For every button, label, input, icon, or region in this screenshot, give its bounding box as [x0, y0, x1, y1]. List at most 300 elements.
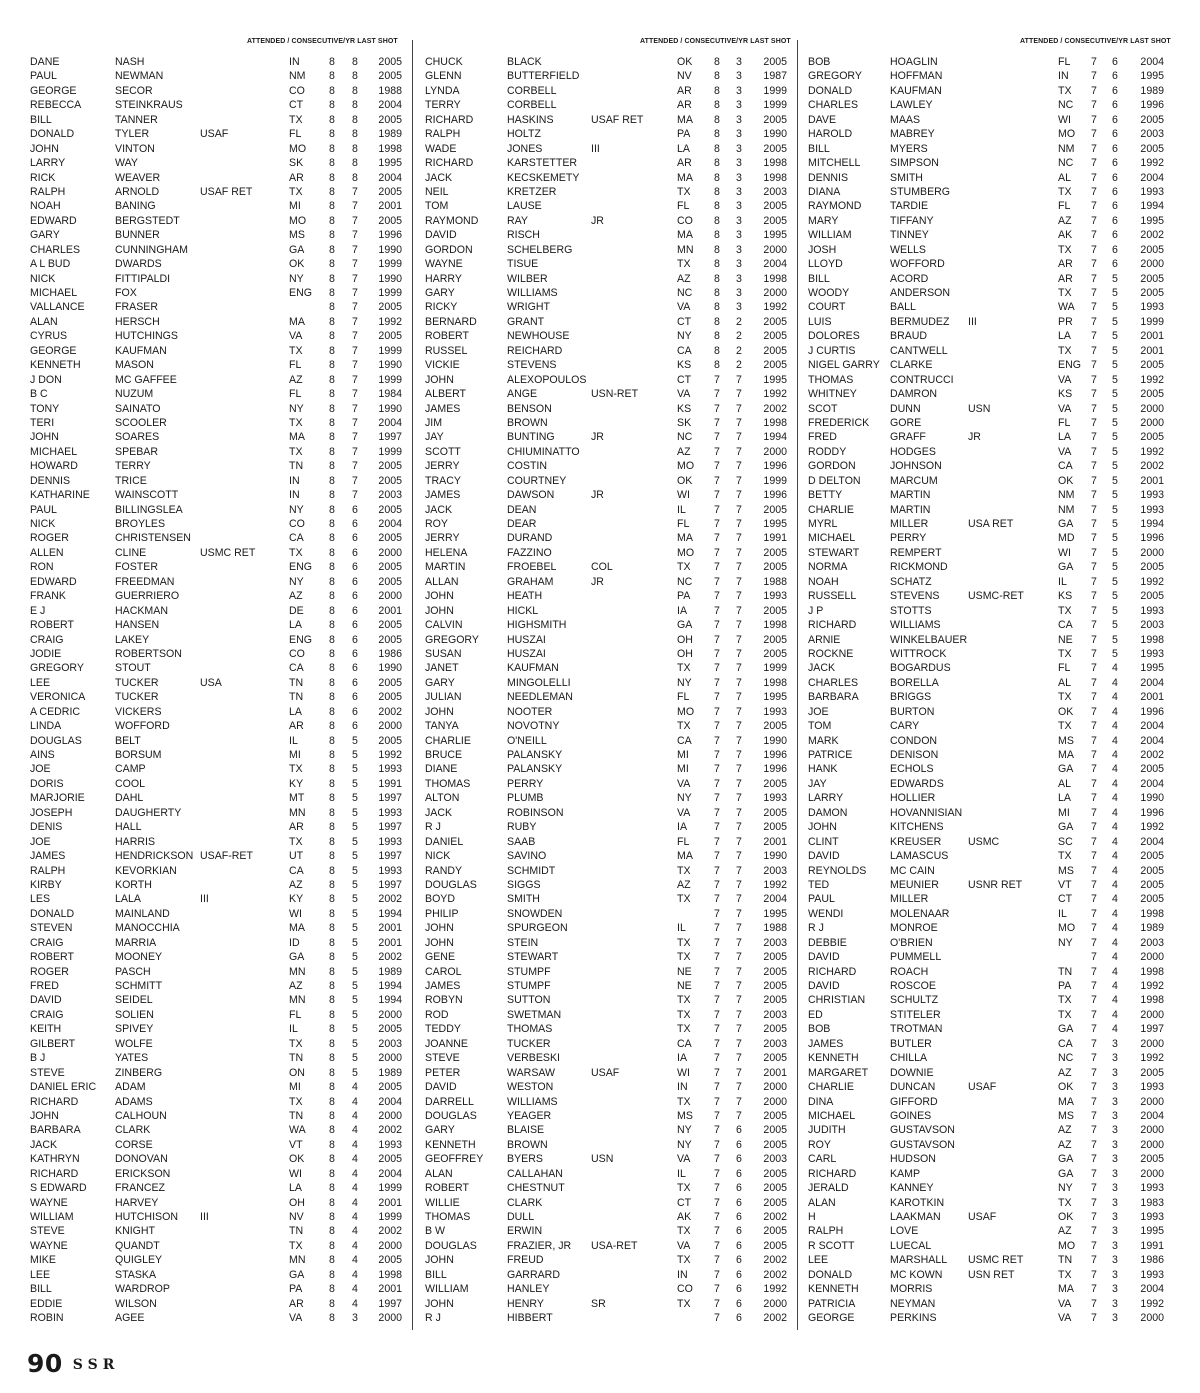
last-name: CORSE: [115, 1138, 153, 1151]
times-attended: 8: [714, 272, 720, 285]
times-attended: 8: [329, 1109, 335, 1122]
last-year-shot: 1998: [378, 142, 402, 155]
last-year-shot: 1983: [1140, 1196, 1164, 1209]
last-name: SECOR: [115, 84, 153, 97]
last-name: MC CAIN: [890, 864, 935, 877]
last-year-shot: 1995: [763, 691, 787, 704]
consecutive-years: 5: [1112, 431, 1118, 444]
times-attended: 7: [1091, 128, 1097, 141]
last-year-shot: 1992: [1140, 157, 1164, 170]
last-name: LALA: [115, 893, 141, 906]
times-attended: 7: [714, 1297, 720, 1310]
last-name: DAUGHERTY: [115, 806, 182, 819]
first-name: DOUGLAS: [425, 878, 477, 891]
times-attended: 8: [329, 994, 335, 1007]
last-name: BOGARDUS: [890, 662, 951, 675]
first-name: BILL: [30, 113, 52, 126]
consecutive-years: 4: [1112, 893, 1118, 906]
last-year-shot: 2000: [1140, 951, 1164, 964]
first-name: MARY: [808, 214, 839, 227]
state: LA: [1058, 431, 1071, 444]
times-attended: 7: [1091, 1066, 1097, 1079]
consecutive-years: 3: [1112, 1081, 1118, 1094]
times-attended: 7: [1091, 1283, 1097, 1296]
last-name: FREEDMAN: [115, 575, 175, 588]
last-name: WOFFORD: [115, 720, 170, 733]
last-year-shot: 2004: [378, 171, 402, 184]
consecutive-years: 6: [736, 1167, 742, 1180]
consecutive-years: 7: [352, 301, 358, 314]
times-attended: 7: [714, 1138, 720, 1151]
state: MA: [289, 315, 305, 328]
first-name: STEWART: [808, 546, 860, 559]
last-year-shot: 2005: [378, 532, 402, 545]
last-name: MANOCCHIA: [115, 922, 180, 935]
last-name: CHESTNUT: [507, 1182, 565, 1195]
first-name: BARBARA: [808, 691, 859, 704]
consecutive-years: 6: [352, 575, 358, 588]
last-year-shot: 1994: [378, 994, 402, 1007]
consecutive-years: 7: [736, 546, 742, 559]
times-attended: 7: [714, 922, 720, 935]
last-name: GUSTAVSON: [890, 1138, 955, 1151]
times-attended: 7: [714, 373, 720, 386]
suffix: III: [200, 893, 209, 906]
first-name: JERALD: [808, 1182, 849, 1195]
state: MN: [289, 994, 306, 1007]
last-name: TYLER: [115, 128, 150, 141]
consecutive-years: 6: [736, 1239, 742, 1252]
state: FL: [677, 518, 690, 530]
state: VA: [677, 806, 691, 819]
last-year-shot: 2005: [763, 214, 787, 227]
last-year-shot: 2005: [378, 691, 402, 704]
first-name: MICHAEL: [808, 532, 856, 545]
consecutive-years: 4: [352, 1283, 358, 1296]
state: OH: [677, 633, 693, 646]
first-name: JAY: [425, 431, 444, 444]
last-year-shot: 2005: [763, 142, 787, 155]
times-attended: 7: [1091, 922, 1097, 935]
suffix: USAF-RET: [200, 850, 253, 863]
times-attended: 8: [329, 84, 335, 97]
times-attended: 8: [329, 431, 335, 444]
last-name: REMPERT: [890, 546, 942, 559]
state: NV: [677, 70, 692, 83]
times-attended: 8: [329, 821, 335, 834]
last-year-shot: 1992: [378, 749, 402, 761]
last-year-shot: 1993: [1140, 185, 1164, 198]
consecutive-years: 3: [1112, 1239, 1118, 1252]
last-name: TUCKER: [115, 691, 159, 704]
last-name: NEWMAN: [115, 70, 164, 83]
times-attended: 8: [329, 1167, 335, 1180]
last-name: DENISON: [890, 749, 939, 761]
times-attended: 8: [329, 806, 335, 819]
first-name: JOE: [30, 835, 51, 848]
first-name: RICHARD: [808, 1167, 857, 1180]
suffix: JR: [591, 575, 604, 588]
consecutive-years: 5: [352, 1008, 358, 1021]
state: CA: [1058, 1037, 1073, 1050]
times-attended: 8: [329, 1081, 335, 1094]
first-name: RICHARD: [30, 1095, 79, 1108]
state: TX: [289, 416, 303, 429]
column-header: ATTENDED / CONSECUTIVE/YR LAST SHOT: [640, 38, 791, 45]
times-attended: 8: [714, 243, 720, 256]
last-name: MARSHALL: [890, 1254, 948, 1267]
last-year-shot: 2000: [1140, 1095, 1164, 1108]
last-name: TINNEY: [890, 229, 929, 242]
consecutive-years: 8: [352, 113, 358, 126]
state: IA: [677, 821, 688, 834]
last-name: MARRIA: [115, 936, 157, 949]
last-name: NEWHOUSE: [507, 330, 570, 343]
last-name: SMITH: [507, 893, 540, 906]
state: MT: [289, 792, 305, 805]
state: AR: [677, 157, 692, 170]
times-attended: 8: [714, 359, 720, 372]
times-attended: 7: [1091, 619, 1097, 632]
last-year-shot: 2005: [763, 1138, 787, 1151]
last-year-shot: 2002: [378, 951, 402, 964]
times-attended: 7: [714, 388, 720, 401]
first-name: BILL: [808, 142, 830, 155]
last-year-shot: 1996: [1140, 806, 1164, 819]
first-name: JOHN: [30, 142, 59, 155]
suffix: USMC-RET: [968, 590, 1024, 603]
last-year-shot: 1990: [378, 662, 402, 675]
first-name: HAROLD: [808, 128, 853, 141]
last-year-shot: 1997: [378, 850, 402, 863]
times-attended: 8: [329, 980, 335, 992]
consecutive-years: 4: [1112, 994, 1118, 1007]
state: AK: [677, 1211, 692, 1223]
times-attended: 8: [714, 301, 720, 314]
times-attended: 7: [1091, 777, 1097, 790]
last-year-shot: 1993: [1140, 604, 1164, 617]
consecutive-years: 3: [736, 243, 742, 256]
times-attended: 7: [1091, 171, 1097, 184]
last-name: SCHMIDT: [507, 864, 556, 877]
first-name: MARJORIE: [30, 792, 85, 805]
first-name: GLENN: [425, 70, 462, 83]
consecutive-years: 6: [1112, 157, 1118, 170]
state: AK: [1058, 229, 1073, 242]
times-attended: 7: [1091, 893, 1097, 906]
state: AZ: [677, 878, 691, 891]
last-name: ROSCOE: [890, 980, 936, 992]
times-attended: 8: [329, 850, 335, 863]
state: TX: [1058, 1196, 1072, 1209]
first-name: THOMAS: [808, 373, 854, 386]
last-name: SPURGEON: [507, 922, 568, 935]
consecutive-years: 7: [736, 503, 742, 516]
last-year-shot: 2005: [378, 1023, 402, 1036]
consecutive-years: 3: [1112, 1268, 1118, 1281]
consecutive-years: 6: [1112, 84, 1118, 97]
consecutive-years: 4: [352, 1239, 358, 1252]
last-year-shot: 1996: [763, 763, 787, 776]
last-name: HODGES: [890, 445, 936, 458]
last-name: CHIUMINATTO: [507, 445, 580, 458]
consecutive-years: 7: [736, 777, 742, 790]
consecutive-years: 2: [736, 315, 742, 328]
last-year-shot: 2003: [763, 1008, 787, 1021]
consecutive-years: 4: [1112, 806, 1118, 819]
last-year-shot: 2005: [763, 821, 787, 834]
first-name: A CEDRIC: [30, 705, 81, 718]
times-attended: 7: [1091, 864, 1097, 877]
last-name: RAY: [507, 214, 528, 227]
consecutive-years: 6: [1112, 142, 1118, 155]
first-name: GREGORY: [425, 633, 479, 646]
state: NC: [677, 575, 693, 588]
first-name: HELENA: [425, 546, 468, 559]
last-name: O'BRIEN: [890, 936, 933, 949]
first-name: STEVE: [30, 1066, 65, 1079]
last-name: KEVORKIAN: [115, 864, 177, 877]
last-year-shot: 1999: [1140, 315, 1164, 328]
first-name: BETTY: [808, 489, 843, 502]
last-year-shot: 2005: [763, 720, 787, 733]
times-attended: 7: [714, 1081, 720, 1094]
state: TX: [1058, 691, 1072, 704]
last-name: THOMAS: [507, 1023, 553, 1036]
last-name: BROWN: [507, 1138, 548, 1151]
last-year-shot: 2005: [1140, 272, 1164, 285]
times-attended: 7: [1091, 518, 1097, 530]
last-year-shot: 1993: [1140, 647, 1164, 660]
times-attended: 7: [1091, 388, 1097, 401]
consecutive-years: 4: [1112, 922, 1118, 935]
state: TX: [1058, 287, 1072, 299]
first-name: LEE: [30, 1268, 51, 1281]
last-name: SCOOLER: [115, 416, 167, 429]
consecutive-years: 3: [736, 272, 742, 285]
times-attended: 7: [1091, 980, 1097, 992]
last-name: DUNN: [890, 402, 921, 415]
last-name: HENRY: [507, 1297, 544, 1310]
last-name: BORSUM: [115, 749, 162, 761]
last-year-shot: 1990: [378, 402, 402, 415]
consecutive-years: 3: [1112, 1211, 1118, 1223]
consecutive-years: 7: [736, 561, 742, 574]
suffix: USN: [591, 1153, 614, 1166]
first-name: LEE: [30, 676, 51, 689]
first-name: HARRY: [425, 272, 462, 285]
first-name: PAUL: [808, 893, 835, 906]
first-name: R J: [425, 1312, 441, 1325]
consecutive-years: 5: [352, 792, 358, 805]
first-name: DARRELL: [425, 1095, 474, 1108]
first-name: J P: [808, 604, 824, 617]
times-attended: 7: [714, 1066, 720, 1079]
consecutive-years: 4: [1112, 705, 1118, 718]
first-name: TRACY: [425, 474, 461, 487]
first-name: CHARLIE: [808, 503, 854, 516]
last-year-shot: 1995: [1140, 1225, 1164, 1238]
last-name: BRAUD: [890, 330, 928, 343]
state: NC: [1058, 99, 1074, 112]
first-name: RICHARD: [425, 157, 474, 170]
last-name: GIFFORD: [890, 1095, 938, 1108]
first-name: LEE: [808, 1254, 829, 1267]
last-name: STEWART: [507, 951, 559, 964]
state: TX: [289, 344, 303, 357]
last-name: HERSCH: [115, 315, 160, 328]
first-name: JOHN: [425, 1254, 454, 1267]
last-year-shot: 2004: [763, 893, 787, 906]
first-name: ALAN: [808, 1196, 836, 1209]
consecutive-years: 3: [1112, 1138, 1118, 1151]
state: FL: [677, 835, 690, 848]
last-name: ECHOLS: [890, 763, 934, 776]
state: TX: [677, 1023, 691, 1036]
suffix: JR: [591, 214, 604, 227]
times-attended: 8: [329, 1196, 335, 1209]
state: TX: [1058, 344, 1072, 357]
consecutive-years: 3: [736, 99, 742, 112]
last-year-shot: 2001: [378, 1283, 402, 1296]
first-name: TANYA: [425, 720, 459, 733]
consecutive-years: 7: [736, 532, 742, 545]
consecutive-years: 6: [736, 1182, 742, 1195]
first-name: CRAIG: [30, 1008, 64, 1021]
state: TX: [677, 1008, 691, 1021]
last-name: DAMRON: [890, 388, 938, 401]
state: AR: [289, 1297, 304, 1310]
state: ON: [289, 1066, 305, 1079]
suffix: JR: [591, 489, 604, 502]
first-name: JACK: [425, 806, 453, 819]
times-attended: 8: [329, 1225, 335, 1238]
state: IL: [677, 1167, 686, 1180]
times-attended: 7: [714, 1167, 720, 1180]
consecutive-years: 6: [736, 1297, 742, 1310]
first-name: NOAH: [808, 575, 839, 588]
last-name: MC KOWN: [890, 1268, 943, 1281]
state: CT: [677, 315, 692, 328]
last-year-shot: 2002: [763, 1268, 787, 1281]
times-attended: 7: [714, 1225, 720, 1238]
consecutive-years: 3: [1112, 1037, 1118, 1050]
consecutive-years: 5: [1112, 532, 1118, 545]
last-name: SCHULTZ: [890, 994, 939, 1007]
consecutive-years: 6: [352, 546, 358, 559]
last-year-shot: 2005: [1140, 864, 1164, 877]
last-year-shot: 1991: [763, 532, 787, 545]
state: NY: [289, 402, 304, 415]
times-attended: 8: [714, 99, 720, 112]
times-attended: 8: [329, 936, 335, 949]
consecutive-years: 7: [736, 720, 742, 733]
times-attended: 7: [714, 936, 720, 949]
last-name: SPIVEY: [115, 1023, 154, 1036]
times-attended: 8: [329, 388, 335, 401]
times-attended: 7: [1091, 113, 1097, 126]
first-name: CALVIN: [425, 619, 463, 632]
consecutive-years: 6: [352, 503, 358, 516]
last-year-shot: 2005: [378, 575, 402, 588]
last-year-shot: 2005: [763, 359, 787, 372]
consecutive-years: 3: [736, 185, 742, 198]
last-name: CALLAHAN: [507, 1167, 563, 1180]
last-name: WELLS: [890, 243, 926, 256]
last-year-shot: 1993: [763, 590, 787, 603]
consecutive-years: 5: [352, 850, 358, 863]
first-name: KENNETH: [425, 1138, 476, 1151]
last-year-shot: 1996: [763, 460, 787, 473]
times-attended: 7: [714, 460, 720, 473]
times-attended: 7: [714, 994, 720, 1007]
times-attended: 8: [329, 951, 335, 964]
state: TX: [289, 1239, 303, 1252]
last-year-shot: 2004: [1140, 777, 1164, 790]
consecutive-years: 5: [1112, 575, 1118, 588]
state: MO: [677, 460, 695, 473]
times-attended: 7: [1091, 1225, 1097, 1238]
state: TX: [289, 1037, 303, 1050]
first-name: RUSSEL: [425, 344, 468, 357]
last-year-shot: 1994: [378, 980, 402, 992]
first-name: ALAN: [30, 315, 58, 328]
first-name: TOM: [425, 200, 449, 213]
times-attended: 7: [714, 676, 720, 689]
page-footer: [27, 1349, 119, 1378]
first-name: JOHN: [425, 373, 454, 386]
state: NE: [1058, 633, 1073, 646]
last-year-shot: 2005: [763, 806, 787, 819]
consecutive-years: 4: [352, 1081, 358, 1094]
state: AL: [1058, 171, 1071, 184]
times-attended: 8: [329, 1268, 335, 1281]
consecutive-years: 5: [352, 965, 358, 978]
state: TX: [677, 1182, 691, 1195]
first-name: RALPH: [30, 185, 66, 198]
page-number: 90: [27, 1349, 63, 1378]
consecutive-years: 5: [352, 864, 358, 877]
state: TN: [289, 691, 304, 704]
last-name: NOOTER: [507, 705, 553, 718]
times-attended: 7: [714, 1254, 720, 1267]
last-name: COSTIN: [507, 460, 548, 473]
state: WA: [289, 1124, 306, 1137]
last-name: CLARK: [115, 1124, 151, 1137]
consecutive-years: 7: [736, 676, 742, 689]
first-name: LARRY: [30, 157, 66, 170]
first-name: JUDITH: [808, 1124, 846, 1137]
last-year-shot: 1992: [763, 388, 787, 401]
last-year-shot: 2004: [1140, 720, 1164, 733]
times-attended: 8: [329, 171, 335, 184]
last-name: STOUT: [115, 662, 151, 675]
consecutive-years: 3: [1112, 1196, 1118, 1209]
last-year-shot: 2000: [378, 1008, 402, 1021]
last-name: TISUE: [507, 258, 539, 271]
first-name: GEOFFREY: [425, 1153, 484, 1166]
last-name: REICHARD: [507, 344, 563, 357]
last-name: JOHNSON: [890, 460, 942, 473]
last-name: FRAZIER, JR: [507, 1239, 572, 1252]
consecutive-years: 7: [736, 1081, 742, 1094]
first-name: ROGER: [30, 532, 69, 545]
suffix: USN: [968, 402, 991, 415]
first-name: JACK: [808, 662, 836, 675]
times-attended: 8: [329, 474, 335, 487]
times-attended: 7: [1091, 1312, 1097, 1325]
last-year-shot: 1999: [763, 474, 787, 487]
